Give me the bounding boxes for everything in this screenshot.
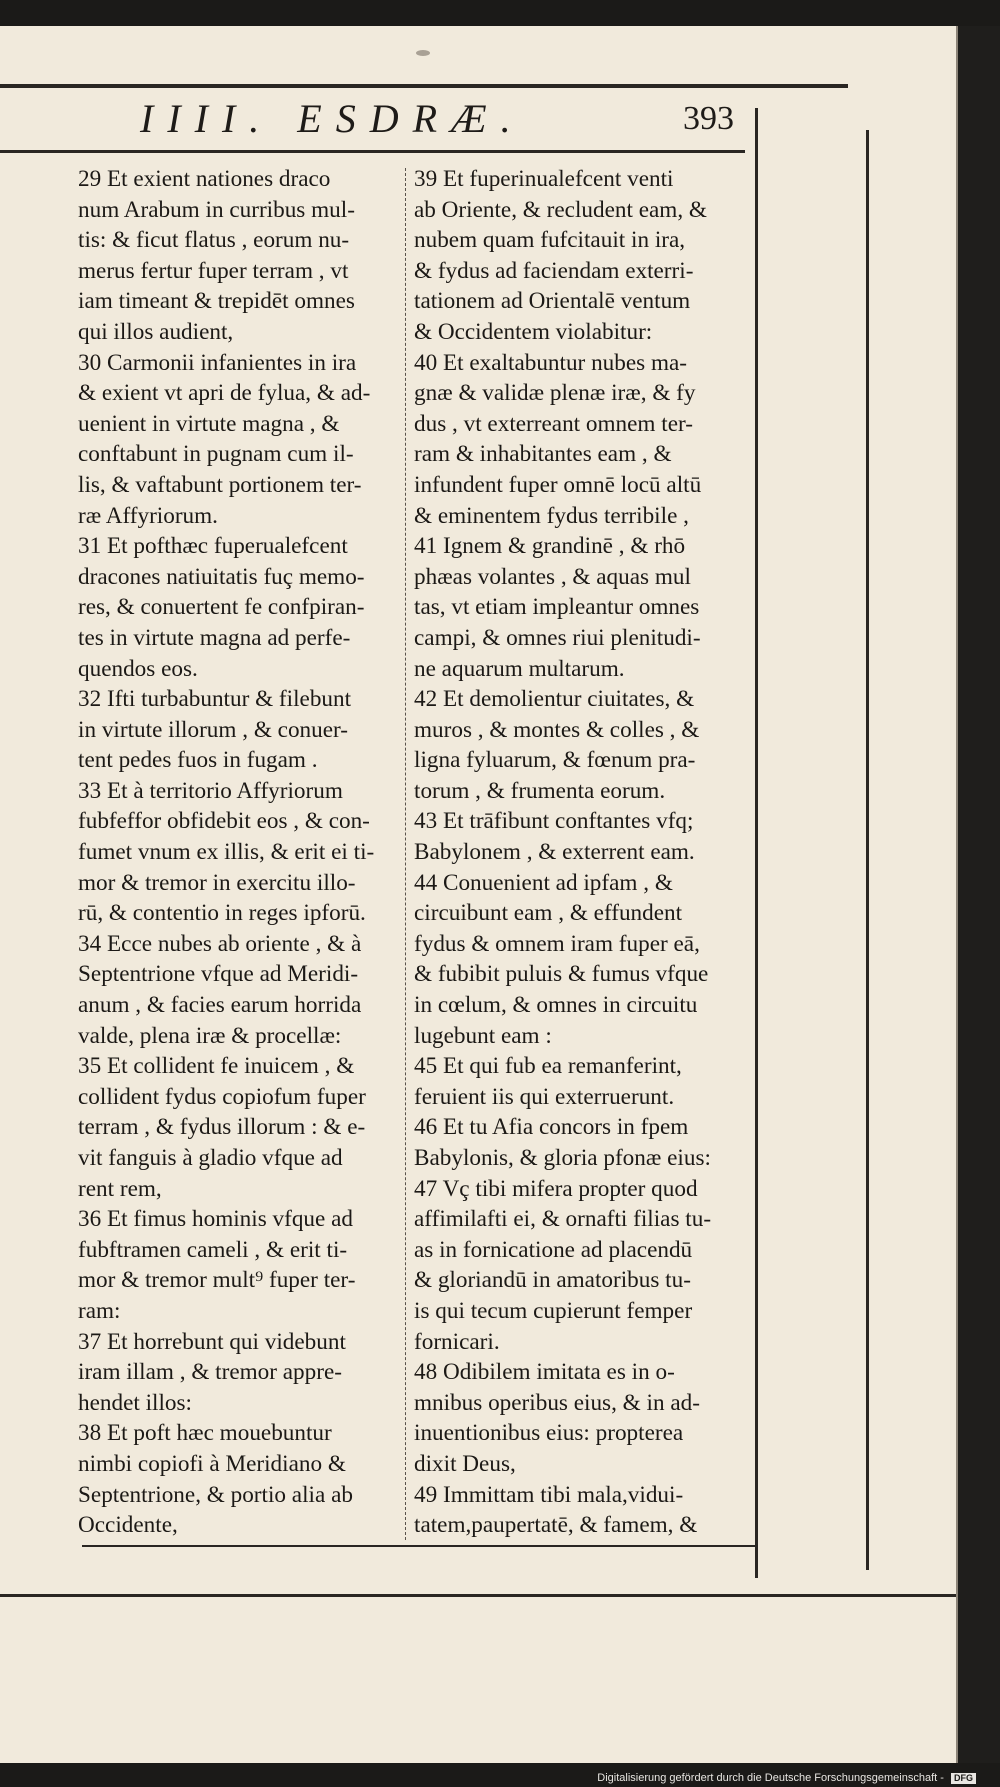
text-line: mnibus operibus eius, & in ad- xyxy=(414,1389,700,1416)
text-line: collident fydus copiofum fuper xyxy=(78,1083,366,1110)
text-line: infundent fuper omnē locū altū xyxy=(414,471,702,498)
text-line: 30 Carmonii infanientes in ira xyxy=(78,349,357,376)
header-rule-top xyxy=(0,84,848,88)
text-line: tationem ad Orientalē ventum xyxy=(414,288,691,315)
text-line: rent rem, xyxy=(78,1175,162,1202)
text-line: anum , & facies earum horrida xyxy=(78,992,362,1019)
text-line: & exient vt apri de fylua, & ad- xyxy=(78,380,371,407)
text-line: terram , & fydus illorum : & e- xyxy=(78,1114,366,1141)
text-line: dus , vt exterreant omnem ter- xyxy=(414,410,693,437)
text-line: 49 Immittam tibi mala,vidui- xyxy=(414,1481,684,1508)
text-line: feruient iis qui exterruerunt. xyxy=(414,1083,675,1110)
text-line: Septentrione vfque ad Meridi- xyxy=(78,961,359,988)
text-line: ab Oriente, & recludent eam, & xyxy=(414,196,707,223)
frame-rule-bottom xyxy=(0,1594,956,1597)
text-line: 39 Et fuperinualefcent venti xyxy=(414,166,674,192)
text-line: inuentionibus eius: propterea xyxy=(414,1420,684,1447)
text-line: nimbi copiofi à Meridiano & xyxy=(78,1450,346,1477)
text-line: 44 Conuenient ad ipfam , & xyxy=(414,869,673,896)
text-line: nubem quam fufcitauit in ira, xyxy=(414,227,686,254)
text-line: 43 Et trāfibunt conftantes vfq; xyxy=(414,808,694,835)
text-line: 38 Et poft hæc mouebuntur xyxy=(78,1420,332,1447)
right-column xyxy=(414,164,764,1541)
text-line: vit fanguis à gladio vfque ad xyxy=(78,1145,343,1171)
text-line: & Occidentem violabitur: xyxy=(414,318,653,345)
text-line: 45 Et qui fub ea remanferint, xyxy=(414,1053,682,1080)
text-line: affimilafti ei, & ornafti filias tu- xyxy=(414,1206,712,1233)
text-line: 42 Et demolientur ciuitates, & xyxy=(414,686,695,713)
digitization-credit xyxy=(597,1772,976,1784)
text-line: Babylonis, & gloria pfonæ eius: xyxy=(414,1145,711,1171)
text-line: ræ Affyriorum. xyxy=(78,502,218,529)
header-rule-bottom xyxy=(0,150,745,153)
text-line: in cœlum, & omnes in circuitu xyxy=(414,992,698,1019)
text-line: ram: xyxy=(78,1297,121,1324)
text-line: mor & tremor mult⁹ fuper ter- xyxy=(78,1267,356,1294)
text-line: 32 Ifti turbabuntur & filebunt xyxy=(78,686,352,713)
text-line: 34 Ecce nubes ab oriente , & à xyxy=(78,930,362,957)
text-line: in virtute illorum , & conuer- xyxy=(78,716,348,743)
dfg-logo: DFG xyxy=(951,1773,976,1784)
paper-speck xyxy=(416,50,430,56)
text-line: tes in virtute magna ad perfe- xyxy=(78,624,351,651)
text-line: 47 Vç tibi mifera propter quod xyxy=(414,1175,698,1202)
text-line: mor & tremor in exercitu illo- xyxy=(78,869,356,896)
text-line: as in fornicatione ad placendū xyxy=(414,1236,693,1263)
text-line: torum , & frumenta eorum. xyxy=(414,777,666,804)
text-line: tas, vt etiam impleantur omnes xyxy=(414,594,700,621)
text-line: lis, & vaftabunt portionem ter- xyxy=(78,471,362,498)
text-line: phæas volantes , & aquas mul xyxy=(414,563,691,590)
text-line: & eminentem fydus terribile , xyxy=(414,502,689,529)
text-line: rū, & contentio in reges ipforū. xyxy=(78,900,366,927)
text-line: res, & conuertent fe confpiran- xyxy=(78,594,365,621)
text-line: Septentrione, & portio alia ab xyxy=(78,1481,353,1508)
text-line: fubftramen cameli , & erit ti- xyxy=(78,1236,348,1263)
left-column xyxy=(78,164,401,1541)
text-line: fumet vnum ex illis, & erit ei ti- xyxy=(78,839,375,866)
text-line: 36 Et fimus hominis vfque ad xyxy=(78,1206,354,1233)
text-line: muros , & montes & colles , & xyxy=(414,716,700,743)
text-line: hendet illos: xyxy=(78,1389,192,1416)
text-line: qui illos audient, xyxy=(78,318,234,345)
page-number: 393 xyxy=(683,100,734,137)
text-line: & gloriandū in amatoribus tu- xyxy=(414,1267,691,1294)
text-line: 31 Et pofthæc fuperualefcent xyxy=(78,533,348,560)
text-line: circuibunt eam , & effundent xyxy=(414,900,683,927)
text-line: Babylonem , & exterrent eam. xyxy=(414,839,695,866)
text-line: Occidente, xyxy=(78,1512,178,1539)
text-line: 35 Et collident fe inuicem , & xyxy=(78,1053,355,1080)
text-line: 29 Et exient nationes draco xyxy=(78,166,331,192)
text-line: tis: & ficut flatus , eorum nu- xyxy=(78,227,350,254)
text-line: lugebunt eam : xyxy=(414,1022,552,1049)
scan-margin xyxy=(958,26,1000,1763)
text-line: iam timeant & trepidēt omnes xyxy=(78,288,355,315)
text-line: & fubibit puluis & fumus vfque xyxy=(414,961,709,988)
text-line: fydus & omnem iram fuper eā, xyxy=(414,930,700,957)
text-line: 40 Et exaltabuntur nubes ma- xyxy=(414,349,688,376)
text-line: dracones natiuitatis fuç memo- xyxy=(78,563,365,590)
text-line: 37 Et horrebunt qui videbunt xyxy=(78,1328,346,1355)
text-block-bottom-rule xyxy=(82,1545,755,1547)
text-line: & fydus ad faciendam exterri- xyxy=(414,257,694,284)
text-line: tatem,paupertatē, & famem, & xyxy=(414,1512,698,1539)
text-line: iram illam , & tremor appre- xyxy=(78,1359,342,1386)
text-line: 41 Ignem & grandinē , & rhō xyxy=(414,533,686,560)
text-line: merus fertur fuper terram , vt xyxy=(78,257,349,284)
text-line: fubfeffor obfidebit eos , & con- xyxy=(78,808,370,835)
text-line: fornicari. xyxy=(414,1328,500,1355)
text-line: ligna fyluarum, & fœnum pra- xyxy=(414,747,696,774)
frame-rule-right-outer xyxy=(866,130,869,1570)
text-line: dixit Deus, xyxy=(414,1450,516,1477)
text-line: ne aquarum multarum. xyxy=(414,655,625,682)
column-divider xyxy=(405,168,406,1540)
text-line: gnæ & validæ plenæ iræ, & fy xyxy=(414,380,696,407)
text-line: valde, plena iræ & procellæ: xyxy=(78,1022,342,1049)
text-line: conftabunt in pugnam cum il- xyxy=(78,441,354,468)
credit-text: Digitalisierung gefördert durch die Deutsche Forschungsgemeinschaft - xyxy=(597,1772,944,1784)
text-line: 33 Et à territorio Affyriorum xyxy=(78,777,343,804)
text-line: num Arabum in curribus mul- xyxy=(78,196,355,223)
text-line: campi, & omnes riui plenitudi- xyxy=(414,624,701,651)
text-line: is qui tecum cupierunt femper xyxy=(414,1297,693,1324)
running-title: IIII. ESDRÆ. xyxy=(140,96,525,141)
text-line: tent pedes fuos in fugam . xyxy=(78,747,318,774)
text-line: uenient in virtute magna , & xyxy=(78,410,340,437)
text-line: quendos eos. xyxy=(78,655,198,682)
text-line: ram & inhabitantes eam , & xyxy=(414,441,672,468)
text-line: 48 Odibilem imitata es in o- xyxy=(414,1359,675,1386)
text-line: 46 Et tu Afia concors in fpem xyxy=(414,1114,689,1141)
